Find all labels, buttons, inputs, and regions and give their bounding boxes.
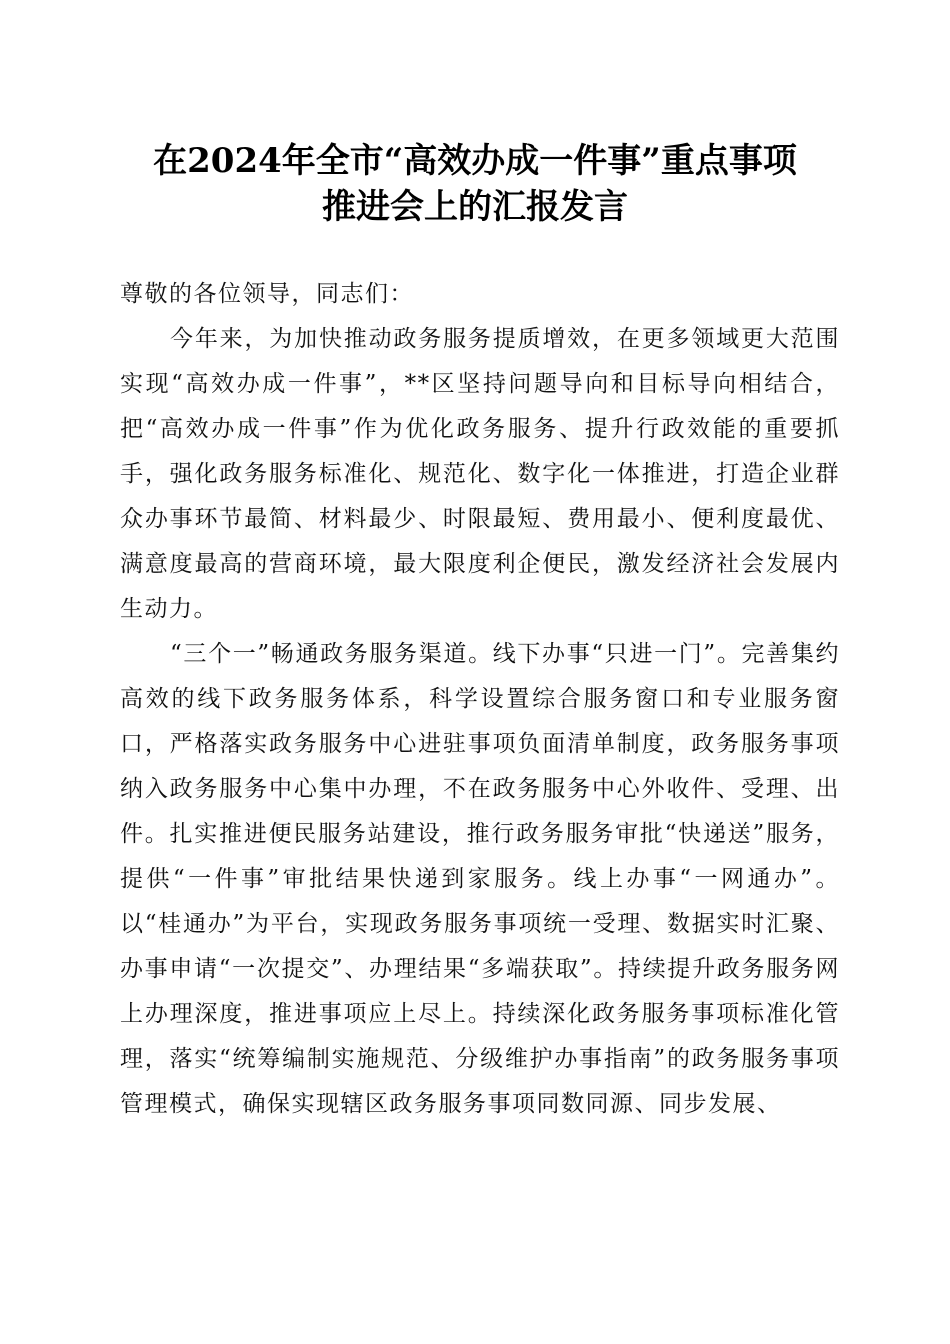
document-body xyxy=(120,272,840,1127)
document-title-line-2: 推进会上的汇报发言 xyxy=(322,187,628,227)
paragraph-intro: 今年来，为加快推动政务服务提质增效，在更多领域更大范围实现“高效办成一件事”，**区坚持问题导向和目标导向相结合，把“高效办成一件事”作为优化政务服务、提升行政效能的重要抓手，强化政务服务标准化、规范化、数字化一体推进，打造企业群众办事环节最简、材料最少、时限最短、费用最小、便利度最优、满意度最高的营商环境，最大限度利企便民，激发经济社会发展内生动力。 xyxy=(120,326,840,622)
document-title-line-1: 在2024年全市“高效办成一件事”重点事项 xyxy=(153,141,797,181)
paragraph-service-channels: “三个一”畅通政务服务渠道。线下办事“只进一门”。完善集约高效的线下政务服务体系，科学设置综合服务窗口和专业服务窗口，严格落实政务服务中心进驻事项负面清单制度，政务服务事项纳入政务服务中心集中办理，不在政务服务中心外收件、受理、出件。扎实推进便民服务站建设，推行政务服务审批“快递送”服务，提供“一件事”审批结果快递到家服务。线上办事“一网通办”。以“桂通办”为平台，实现政务服务事项统一受理、数据实时汇聚、办事申请“一次提交”、办理结果“多端获取”。持续提升政务服务网上办理深度，推进事项应上尽上。持续深化政务服务事项标准化管理，落实“统筹编制实施规范、分级维护办事指南”的政务服务事项管理模式，确保实现辖区政务服务事项同数同源、同步发展、 xyxy=(120,641,840,1117)
salutation: 尊敬的各位领导，同志们： xyxy=(120,281,414,307)
